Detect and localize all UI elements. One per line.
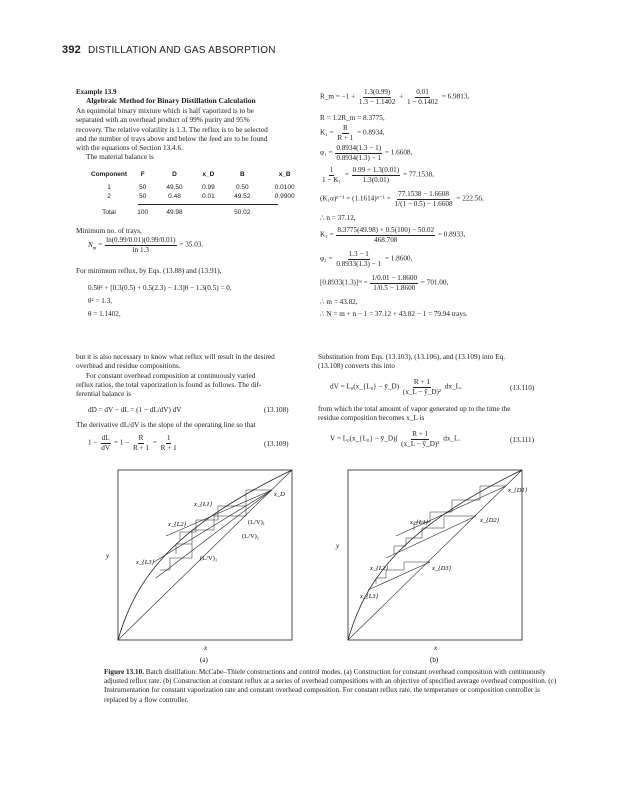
phi1-lhs: φ₁ =: [320, 148, 333, 157]
figure-b: [326, 466, 536, 666]
k1-lhs: K₁ =: [320, 128, 334, 137]
table-cell: 49.98: [166, 209, 183, 216]
kn-result: = 222.56,: [456, 194, 484, 203]
example-heading: [76, 88, 256, 105]
diagonal-line: [348, 470, 522, 640]
fraction-denominator: 1.3(0.01): [362, 175, 390, 184]
example-intro: [76, 106, 268, 162]
text-line: reflux ratios, the total vaporization is found as follows. The dif-: [76, 379, 262, 389]
table-cell: 50: [139, 193, 147, 200]
table-cell: 50: [139, 184, 147, 191]
figure-panel-label: (b): [430, 656, 439, 664]
fraction-numerator: 1/0.01 − 1.8600: [371, 274, 418, 282]
stage-steps: [176, 506, 246, 554]
figure-label: x_{L1}: [194, 501, 213, 508]
figure-label: x_{D1}: [508, 487, 528, 494]
table-row: [88, 192, 308, 201]
text-line: Substitution from Eqs. (13.103), (13.106), and (13.109) into Eq.: [318, 352, 506, 361]
fraction-numerator: 8.3775(49.98) + 0.5(100) − 50.02: [337, 226, 435, 234]
fraction-denominator: 1 − 0.1402: [406, 97, 438, 106]
phi2-result: = 1.8600,: [384, 254, 413, 263]
table-header-row: [88, 170, 308, 179]
phi1-equation: [320, 144, 412, 162]
rm-lhs: R_m = −1 +: [320, 92, 356, 101]
fraction-numerator: 0.01: [416, 88, 429, 96]
caption-label: Figure 13.10.: [104, 668, 144, 676]
table-cell: Total: [102, 209, 116, 216]
running-header: [62, 44, 276, 56]
rm-equation: R_m = −1 + $\frac{1.3(0.99)}{1.3 - 1.1402}$ + $\frac{0.01}{1 - 0.1402}$ = 6.9813,: [320, 88, 470, 106]
table-cell: 49.50: [166, 184, 183, 191]
page-number: 392: [62, 44, 81, 56]
figure-label: x_{L1}: [410, 519, 429, 526]
fraction-numerator: 77.1538 − 1.6608: [398, 190, 449, 198]
table-cell: [194, 208, 224, 217]
rm-result: = 6.9813,: [441, 92, 470, 101]
table-cell: 100: [137, 209, 149, 216]
km-lhs: [0.8933(1.3)]ᵐ =: [320, 278, 368, 287]
m-result: ∴ m = 43.82,: [320, 298, 358, 306]
min-reflux-label: For minimum reflux, by Eqs. (13.88) and (13.91),: [76, 266, 222, 275]
x-axis-label: x: [204, 644, 208, 652]
k1-result: = 0.8934,: [357, 128, 385, 137]
figure-label: (L/V)₁: [248, 519, 266, 526]
eq-part: dx_L,: [444, 382, 462, 391]
eq-13109-number: (13.109): [264, 440, 289, 448]
table-cell: 0.48: [168, 193, 181, 200]
eq-part: dx_L.: [443, 434, 461, 443]
table-header: F: [140, 171, 145, 178]
eq-13108: dD = dV − dL = (1 − dL/dV) dV: [88, 406, 182, 414]
km-equation: [320, 274, 448, 292]
text-line: from which the total amount of vapor generated up to the time the: [318, 404, 511, 413]
table-cell: 2: [107, 193, 111, 200]
figure-label: (L/V)₃: [200, 555, 218, 562]
y-axis-label: y: [336, 542, 340, 550]
intro-line: An equimolal binary mixture which is half vaporized is to be: [76, 106, 254, 115]
fraction-numerator: 1.3 − 1: [348, 250, 369, 258]
eq-part: = 1 −: [113, 438, 130, 447]
table-header: B: [239, 171, 245, 178]
lower-left-text: [76, 352, 275, 398]
min-trays-label: Minimum no. of trays,: [76, 226, 142, 235]
figure-panel-label: (a): [200, 656, 208, 664]
table-cell: 50.02: [234, 209, 251, 216]
eq-13110: [330, 378, 462, 396]
operating-line: [166, 490, 272, 536]
theta-equation: 0.5θ² + [0.3(0.5) + 0.5(2.3) − 1.3]θ − 1.3(0.5) = 0,: [88, 284, 232, 292]
text-line: residue composition becomes x_L is: [318, 413, 425, 423]
table-cell: 0.99: [202, 184, 215, 191]
fraction-denominator: 1.3 − 1.1402: [358, 97, 396, 106]
balance-label: The material balance is: [86, 152, 154, 162]
figure-label: x_{L3}: [136, 559, 155, 566]
fraction-denominator: 1/0.5 − 1.8600: [373, 283, 416, 292]
fraction-denominator: (x_L − ȳ_D)²: [402, 387, 442, 396]
fraction-denominator: 468.708: [374, 235, 398, 244]
caption-text: Batch distillation: McCabe–Thiele constructions and control modes. (a) Construction for constant overhead composition with continuously adjusted reflux rate. (b) Construction at constant reflux at a series of overhead compositions with an objective of specified average overhead composition. (c) Instrumentation for constant vaporization rate and constant overhead composition. For constant reflux rate, the temperature or composition controller is replaced by a flow controller.: [104, 668, 557, 704]
eq-13110-number: (13.110): [510, 384, 535, 392]
figure-label: x_{L2}: [168, 521, 187, 528]
table-cell: 0.50: [235, 184, 249, 191]
fraction-denominator: (x_L − ȳ_D)²: [401, 439, 440, 448]
table-header: D: [172, 171, 177, 178]
text-line: but it is also necessary to know what reflux will result in the desired: [76, 352, 275, 361]
nm-equation: $N_m$ = $\frac{\ln(0.99/0.01)(0.99/0.01)}{\ln 1.3}$ = 35.03.: [88, 236, 204, 254]
lower-right-mid: [318, 404, 511, 423]
kn-lhs: (K₁α)ⁿ⁻¹ = (1.1614)ⁿ⁻¹ =: [320, 194, 391, 203]
fraction-denominator: 1/(1 − 0.5) − 1.6608: [394, 199, 453, 208]
eq-13111: [330, 430, 460, 448]
table-row: [88, 183, 308, 192]
fraction-denominator: ln 1.3: [132, 245, 149, 254]
slope-text: The derivative dL/dV is the slope of the operating line so that: [76, 420, 256, 429]
text-line: overhead and residue compositions.: [76, 361, 181, 371]
figure-label: x_{D2}: [480, 517, 500, 524]
eq-part: V = L₀(x_{L₀} − ȳ_D)∫: [330, 434, 398, 443]
fraction-denominator: 0.8934(1.3) − 1: [336, 153, 382, 162]
phi2-equation: [320, 250, 412, 268]
eq-13111-number: (13.111): [510, 436, 535, 444]
total-trays: ∴ N = m + n − 1 = 37.12 + 43.82 − 1 = 79.94 trays.: [320, 310, 468, 318]
table-cell: [261, 208, 308, 217]
fraction-numerator: dL: [101, 434, 110, 442]
intro-line: and the number of trays above and below the feed are to be found: [76, 133, 268, 143]
kn-equation: [320, 190, 484, 208]
k1-equation: [320, 124, 385, 142]
figure-label: x_D: [274, 491, 285, 498]
fraction-denominator: 0.8933(1.3) − 1: [336, 259, 382, 268]
fraction-denominator: R + 1: [132, 443, 149, 452]
k2-lhs: K₂ =: [320, 230, 334, 239]
example-title: Algebraic Method for Binary Distillation Calculation: [86, 96, 256, 105]
table-cell: 0.01: [202, 193, 215, 200]
eq-part: dV = L₀(x_{L₀} − ȳ_D): [330, 382, 399, 391]
table-cell: 1: [107, 184, 111, 191]
fraction-denominator: 1 − K₁: [322, 175, 341, 184]
fraction-numerator: R + 1: [413, 378, 430, 386]
theta-value: θ = 1.1402,: [88, 310, 121, 318]
eq-part: =: [152, 438, 157, 447]
fraction-numerator: 1: [166, 434, 171, 442]
phi2-lhs: φ₂ =: [320, 254, 333, 263]
k2-result: = 0.8933,: [437, 230, 466, 239]
fraction-numerator: R: [138, 434, 144, 442]
fraction-numerator: R: [342, 124, 348, 132]
operating-line: [386, 516, 476, 558]
figure-label: x_{L3}: [360, 593, 379, 600]
material-balance-table: [88, 170, 308, 217]
fraction-numerator: ln(0.99/0.01)(0.99/0.01): [106, 236, 176, 244]
table-header: x_B: [278, 171, 291, 178]
fraction-numerator: 1.3(0.99): [363, 88, 391, 96]
r-equation: R = 1.2R_m = 8.3775,: [320, 114, 385, 122]
text-line: ferential balance is: [76, 389, 132, 399]
table-header: Component: [90, 171, 128, 178]
table-cell: 0.9900: [274, 193, 295, 200]
c-result: = 77.1538,: [402, 170, 434, 179]
eq-13108-number: (13.108): [264, 406, 289, 414]
figure-a: [96, 466, 306, 666]
fraction-denominator: R + 1: [337, 133, 354, 142]
phi1-result: = 1.6608,: [384, 148, 413, 157]
theta-square: θ² = 1.3,: [88, 297, 113, 305]
n-result: ∴ n = 37.12,: [320, 214, 356, 222]
fraction-numerator: 1: [329, 166, 334, 174]
km-result: = 701.00,: [420, 278, 449, 287]
example-label: Example 13.9: [76, 88, 117, 96]
k2-equation: [320, 226, 465, 244]
lower-right-text: [318, 352, 505, 371]
x-axis-label: x: [434, 644, 438, 652]
eq-13109: [88, 434, 179, 452]
table-row: [88, 208, 308, 217]
table-header: x_D: [202, 171, 215, 178]
table-cell: 0.0100: [274, 184, 295, 191]
y-axis-label: y: [106, 552, 110, 560]
eq-part: 1 −: [88, 438, 98, 447]
operating-line: [396, 486, 506, 536]
intro-line: separated with an overhead product of 99% purity and 95%: [76, 115, 250, 125]
figure-caption: [104, 668, 564, 705]
intro-line: recovery. The relative volatility is 1.3. The reflux is to be selected: [76, 124, 268, 134]
text-line: (13.108) converts this into: [318, 361, 396, 371]
figure-label: (L/V)₂: [242, 533, 260, 540]
section-title: DISTILLATION AND GAS ABSORPTION: [87, 45, 276, 56]
fraction-denominator: R + 1: [160, 443, 177, 452]
fraction-denominator: dV: [101, 443, 111, 452]
table-cell: 49.52: [234, 193, 251, 200]
fraction-numerator: 0.8934(1.3 − 1): [336, 144, 382, 152]
text-line: For constant overhead composition at continuously varied: [86, 370, 256, 380]
nm-result: = 35.03.: [179, 240, 204, 249]
figure-label: x_{D3}: [432, 565, 452, 572]
intro-line: with the equations of Section 13.4.6.: [76, 143, 184, 153]
fraction-numerator: R + 1: [412, 430, 429, 438]
c-equation: $\frac{1}{\text{1 − K₁}}$ = $\frac{0.99 + 1.3(0.01)}{1.3(0.01)}$ = 77.1538,: [322, 166, 434, 184]
figure-label: x_{L2}: [370, 565, 389, 572]
fraction-numerator: 0.99 + 1.3(0.01): [352, 166, 400, 174]
